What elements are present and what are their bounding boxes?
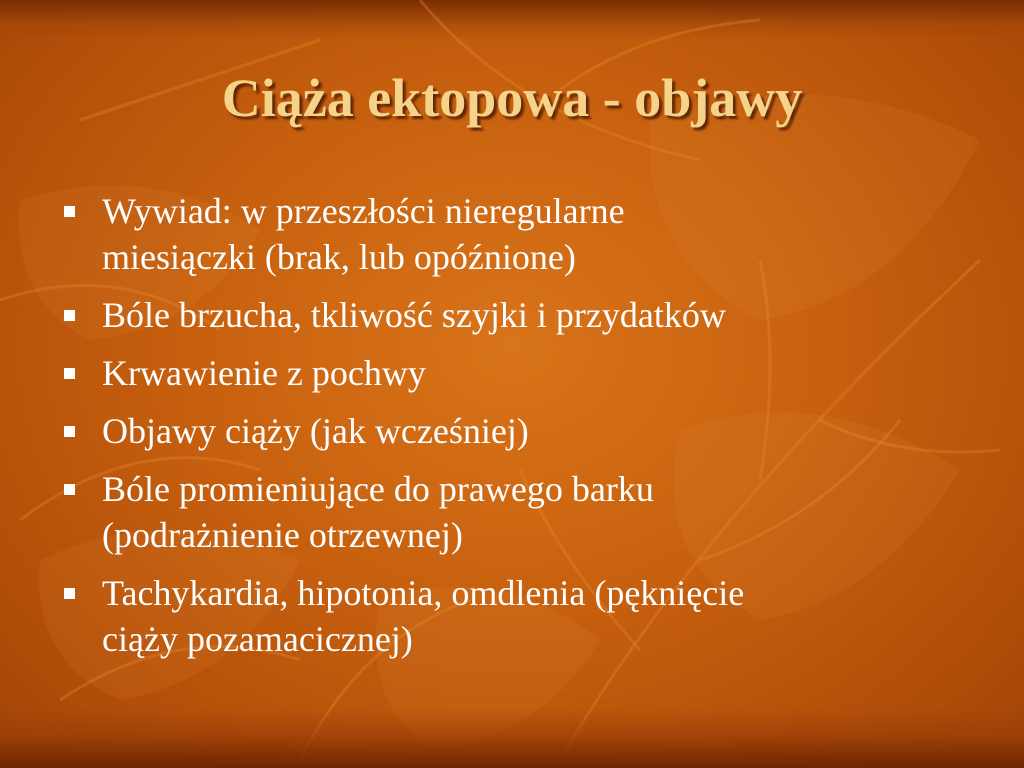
square-bullet-icon [64, 206, 75, 217]
bullet-text-line: Tachykardia, hipotonia, omdlenia (pęknięcie [102, 573, 745, 613]
square-bullet-icon [64, 588, 75, 599]
bullet-text-line: Objawy ciąży (jak wcześniej) [102, 411, 529, 451]
bullet-text-line: Wywiad: w przeszłości nieregularne [102, 191, 625, 231]
bullet-item [62, 292, 952, 338]
bullet-text-line: miesiączki (brak, lub opóźnione) [102, 237, 576, 277]
bullet-text-line: Bóle promieniujące do prawego barku [102, 469, 654, 509]
bullet-item [62, 188, 952, 280]
bottom-dark-band [0, 708, 1024, 768]
bullet-text-line: Krwawienie z pochwy [102, 353, 426, 393]
bullet-item [62, 408, 952, 454]
bullet-list [62, 188, 952, 674]
bullet-text-line: ciąży pozamacicznej) [102, 619, 413, 659]
square-bullet-icon [64, 484, 75, 495]
bullet-text-line: Bóle brzucha, tkliwość szyjki i przydatków [102, 295, 726, 335]
square-bullet-icon [64, 310, 75, 321]
bullet-item [62, 570, 952, 662]
bullet-item [62, 466, 952, 558]
square-bullet-icon [64, 426, 75, 437]
square-bullet-icon [64, 368, 75, 379]
slide-title: Ciąża ektopowa - objawy [221, 68, 803, 128]
bullet-item [62, 350, 952, 396]
bullet-text-line: (podrażnienie otrzewnej) [102, 515, 463, 555]
